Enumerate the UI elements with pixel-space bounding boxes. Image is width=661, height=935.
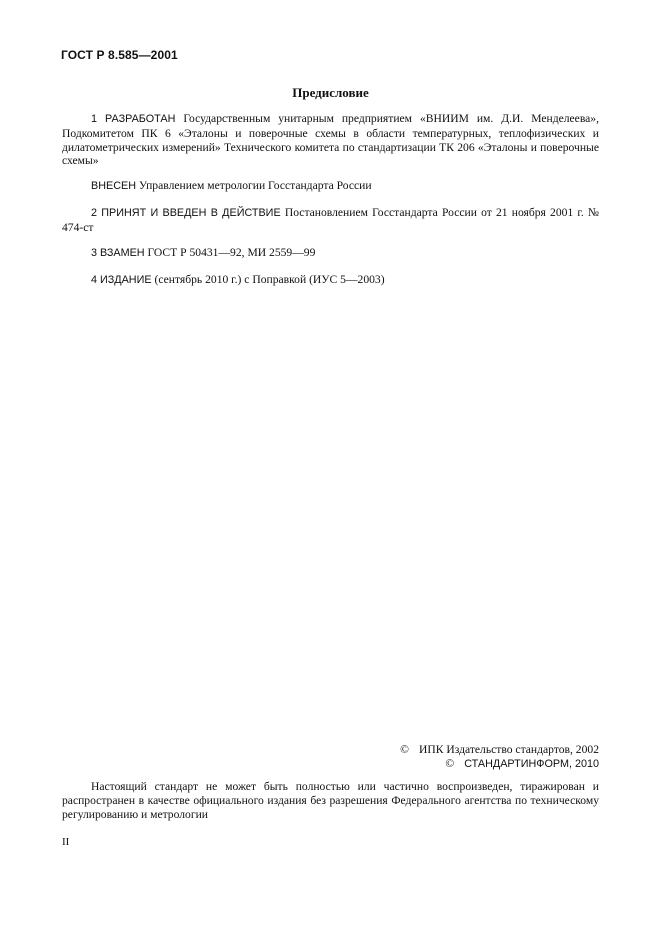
copyright-icon: © [400, 743, 409, 756]
foreword-item-adopted [62, 206, 599, 235]
foreword-item-edition [62, 273, 599, 288]
item-lead: 3 ВЗАМЕН [91, 247, 145, 259]
copyright-text: ИПК Издательство стандартов, 2002 [418, 743, 599, 756]
item-lead: ВНЕСЕН [91, 180, 136, 192]
foreword-item-introduced [62, 179, 599, 194]
item-text: Государственным унитарным предприятием «ВНИИМ им. Д.И. Менделеева», Подкомитетом ПК 6 «Эталоны и поверочные схемы в области температурных, теплофизических и дилатометрических измерений» Технического комитета по стандартизации ТК 206 «Эталоны и поверочные схемы» [62, 112, 599, 168]
item-text: ГОСТ Р 50431—92, МИ 2559—99 [147, 246, 316, 259]
copyright-line-publisher [400, 743, 599, 756]
foreword-title: Предисловие [292, 85, 369, 100]
copyright-line-standartinform [445, 757, 599, 770]
standard-code: ГОСТ Р 8.585—2001 [61, 48, 178, 62]
item-lead: 2 ПРИНЯТ И ВВЕДЕН В ДЕЙСТВИЕ [91, 207, 281, 219]
foreword-item-developed [62, 112, 599, 168]
item-lead: 1 РАЗРАБОТАН [91, 113, 176, 125]
page-number: II [62, 836, 70, 848]
item-text: (сентябрь 2010 г.) с Поправкой (ИУС 5—2003) [154, 273, 385, 286]
item-text: Постановлением Госстандарта России от 21 ноября 2001 г. № 474-ст [62, 206, 599, 234]
copyright-text: СТАНДАРТИНФОРМ, 2010 [464, 758, 599, 770]
item-lead: 4 ИЗДАНИЕ [91, 274, 152, 286]
copyright-icon: © [445, 757, 455, 770]
item-text: Управлением метрологии Госстандарта России [138, 179, 372, 192]
foreword-item-replaces [62, 246, 599, 261]
reproduction-notice: Настоящий стандарт не может быть полностью или частично воспроизведен, тиражирован и распространен в качестве официального издания без разрешения Федерального агентства по техническому регулированию и метрологии [62, 780, 599, 821]
